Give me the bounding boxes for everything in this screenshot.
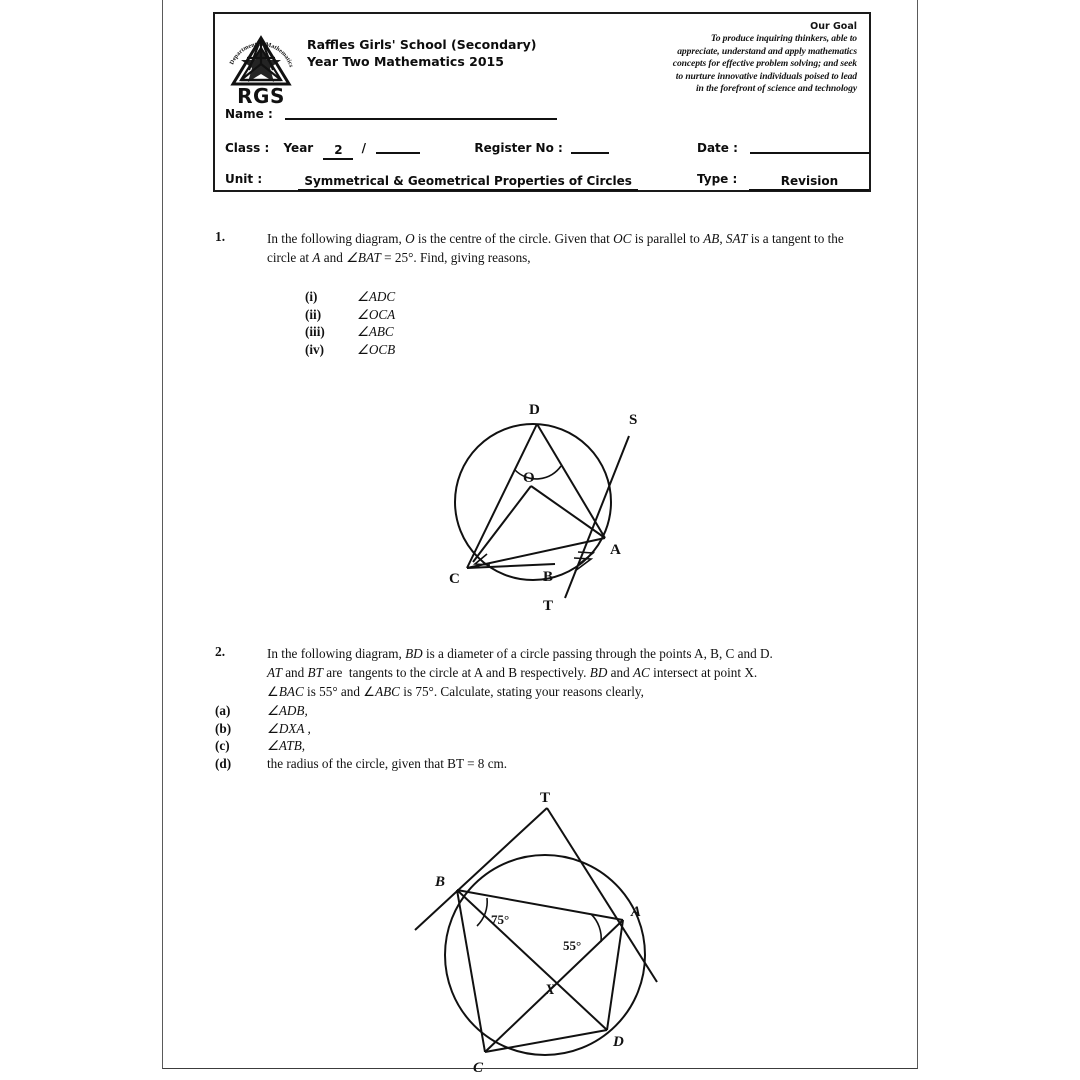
diagram2-label-X: X [545,982,556,998]
question-2-part [215,737,507,755]
class-index-input[interactable] [376,140,420,154]
field-row-class [225,140,609,160]
question-2-number: 2. [215,644,226,659]
page-margin-right [918,0,1080,1080]
question-1-part [305,306,395,324]
diagram1-label-D: D [529,402,540,418]
question-2-stem: In the following diagram, BD is a diameter of a circle passing through the points A, B, C and D. AT and BT are tangents to the circle at A and B respectively. BD and AC intersect at point X. ∠BAC is 55° and ∠ABC is 75°. Calculate, stating your reasons clearly, [267,646,773,699]
type-value[interactable]: Revision [749,174,869,191]
diagram2-label-A: A [631,904,642,920]
field-row-date [697,140,870,155]
circle-diagram-2 [395,790,695,1075]
field-row-unit [225,172,638,191]
our-goal-line: appreciate, understand and apply mathematics [677,45,857,57]
question-1-part [305,323,395,341]
diagram2-label-B: B [435,874,446,890]
our-goal-line: concepts for effective problem solving; and seek [672,58,857,70]
question-2-part [215,755,507,773]
part-value: ∠ABC [357,324,394,339]
question-2-parts [215,702,507,772]
part-key: (a) [215,703,231,718]
question-1-stem: In the following diagram, O is the centre of the circle. Given that OC is parallel to AB, SAT is a tangent to the circle at A and ∠BAT = 25°. Find, giving reasons, [267,231,844,265]
date-label: Date : [697,141,738,155]
our-goal-title: Our Goal [810,21,857,32]
name-input[interactable] [285,106,557,120]
class-year-prefix: Year [283,141,314,155]
part-key: (iv) [305,341,325,357]
our-goal-line: to nurture innovative individuals poised to lead [675,70,857,82]
part-value: ∠DXA , [267,720,311,736]
unit-label: Unit : [225,172,263,186]
field-row-type [697,172,869,191]
page-margin-left [0,0,162,1080]
svg-text:Department of Mathematics: Department of Mathematics [228,40,295,69]
class-separator: / [361,141,366,155]
school-title-block [307,36,537,70]
part-key: (c) [215,738,230,753]
diagram2-angle-B: 75° [491,912,510,927]
part-key: (ii) [305,306,322,322]
rgs-wordmark: RGS [237,84,285,108]
question-2-part [215,702,507,720]
our-goal-line: To produce inquiring thinkers, able to [710,33,857,44]
diagram1-label-B: B [543,569,554,585]
question-1-part [305,341,395,359]
part-value: ∠ADB, [267,703,308,718]
part-value: ∠OCB [357,341,396,357]
part-value: ∠ATB, [267,738,306,753]
diagram2-label-T: T [540,790,551,806]
register-input[interactable] [571,140,609,154]
part-key: (b) [215,720,232,736]
unit-value[interactable]: Symmetrical & Geometrical Properties of Circles [298,174,638,191]
diagram1-label-C: C [449,571,460,587]
diagram2-angle-A: 55° [563,938,582,953]
part-key: (d) [215,755,232,771]
part-value: the radius of the circle, given that BT = 8 cm. [267,755,508,771]
name-label: Name : [225,107,273,121]
school-name: Raffles Girls' School (Secondary) [307,37,537,52]
question-2-part [215,720,507,738]
class-level-input[interactable]: 2 [323,143,353,160]
our-goal-line: in the forefront of science and technology [695,83,857,95]
part-value: ∠ADC [357,289,396,304]
diagram1-label-A: A [610,542,621,558]
diagram1-label-S: S [629,412,638,428]
worksheet-page [162,0,918,1075]
class-label: Class : [225,141,270,155]
register-label: Register No : [474,141,563,155]
diagram1-label-T: T [543,598,554,614]
circle-diagram-1 [415,378,675,618]
part-key: (i) [305,289,318,304]
our-goal-block [597,20,857,96]
question-1-parts [305,288,395,358]
diagram2-label-D: D [613,1034,624,1050]
part-key: (iii) [305,324,325,339]
diagram1-label-O: O [523,470,535,486]
rgs-triangle-crest-logo [223,18,299,106]
date-input[interactable] [750,140,870,154]
type-label: Type : [697,172,738,186]
question-1-number: 1. [215,229,226,244]
field-row-name [225,106,557,121]
part-value: ∠OCA [357,306,396,322]
worksheet-header-box [213,12,871,192]
diagram2-label-C: C [473,1060,484,1075]
question-1-part [305,288,395,306]
subject-line: Year Two Mathematics 2015 [307,54,504,69]
